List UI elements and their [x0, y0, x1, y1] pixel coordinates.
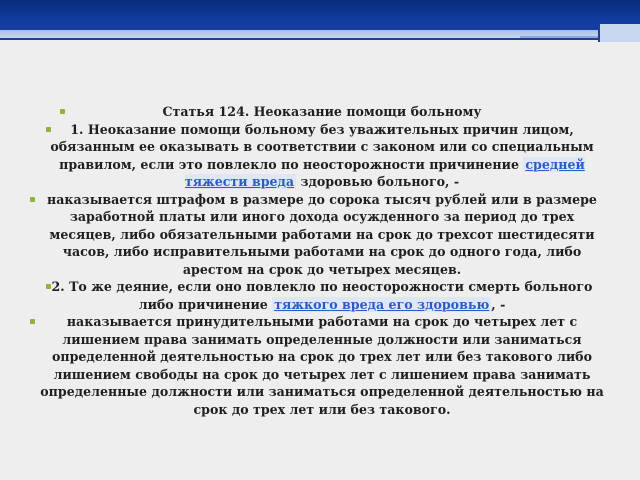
bullet-icon: [46, 127, 51, 132]
header-stripe: [0, 38, 640, 40]
header-corner-box: [598, 24, 640, 42]
article-title-item: [40, 103, 604, 121]
article-text: [40, 103, 604, 418]
link-medium-harm[interactable]: средней тяжести вреда: [184, 156, 585, 189]
part-2-text-end: , -: [491, 296, 506, 312]
part-2-text: 2. То же деяние, если оно повлекло по неосторожности смерть больного либо причинение: [51, 279, 593, 312]
part-1-text: 1. Неоказание помощи больному без уважительных причин лицом, обязанным ее оказывать в соответствии с законом или со специальным правилом, если это повлекло по неосторожности причинение: [50, 121, 594, 172]
bullet-icon: [30, 319, 35, 324]
part-1-text-end: здоровью больного, -: [296, 174, 460, 189]
bullet-icon: [30, 197, 35, 202]
part-1-item: [40, 121, 604, 191]
bullet-icon: [46, 284, 51, 289]
penalty-1-text: наказывается штрафом в размере до сорока тысяч рублей или в размере заработной платы или иного дохода осужденного за период до трех месяцев, либо обязательными работами на срок до трехсот шестидесяти часов, либо исправительными работами на срок до одного года, либо арестом на срок до четырех месяцев.: [47, 191, 597, 277]
header-bar: [0, 0, 640, 30]
penalty-2-item: [40, 313, 604, 418]
article-title: Статья 124. Неоказание помощи больному: [162, 104, 482, 119]
header-accent-line: [520, 36, 610, 38]
link-grave-harm[interactable]: тяжкого вреда его здоровью: [274, 296, 490, 312]
penalty-1-item: [40, 191, 604, 279]
penalty-2-text: наказывается принудительными работами на срок до четырех лет с лишением права занимать определенные должности или заниматься определенной деятельностью на срок до трех лет или без такового либо лишением свободы на срок до четырех лет с лишением права занимать определенные должности или заниматься определенной деятельностью на срок до трех лет или без такового.: [40, 314, 604, 417]
bullet-icon: [60, 109, 65, 114]
part-2-item: [40, 278, 604, 313]
